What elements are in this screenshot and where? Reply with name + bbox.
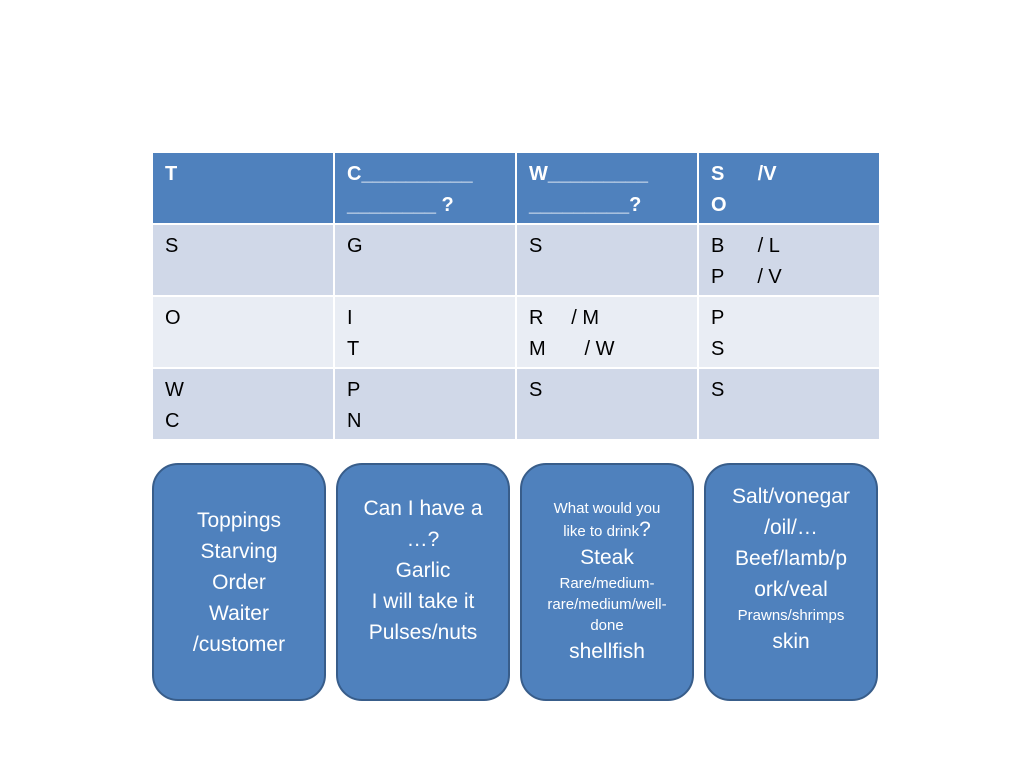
card-line: Garlic	[395, 559, 451, 582]
table-cell: W C	[152, 368, 334, 440]
card-line: …?	[406, 528, 440, 551]
card-line: What would you	[553, 499, 661, 517]
card-line: Prawns/shrimps	[737, 607, 845, 624]
header-cell-3: W_________ _________?	[516, 152, 698, 224]
question-mark: ?	[639, 517, 651, 541]
card-line: Steak	[580, 545, 634, 569]
table-cell: P S	[698, 296, 880, 368]
table-cell: R / M M / W	[516, 296, 698, 368]
card-line: Can I have a	[363, 497, 483, 520]
table-row	[152, 296, 880, 368]
table-cell: B / L P / V	[698, 224, 880, 296]
header-cell-1: T	[152, 152, 334, 224]
vocabulary-table	[151, 151, 881, 441]
table-cell: I T	[334, 296, 516, 368]
card-line: Order	[212, 570, 266, 594]
table-cell: S	[516, 224, 698, 296]
header-cell-4: S /V O	[698, 152, 880, 224]
card-line: Beef/lamb/p	[734, 547, 848, 570]
table-cell: S	[698, 368, 880, 440]
card-line: ork/veal	[754, 578, 828, 601]
card-line: shellfish	[569, 639, 645, 663]
table-row	[152, 224, 880, 296]
card-line: I will take it	[371, 590, 475, 613]
header-cell-2: C__________ ________ ?	[334, 152, 516, 224]
table-cell: O	[152, 296, 334, 368]
card-line	[563, 519, 651, 542]
drink-card	[520, 463, 694, 701]
table-cell: G	[334, 224, 516, 296]
card-line: /customer	[192, 632, 286, 656]
condiments-card	[704, 463, 878, 701]
table-cell: S	[516, 368, 698, 440]
card-line: Toppings	[196, 508, 282, 532]
card-line: done	[590, 616, 624, 634]
card-line: rare/medium/well-	[547, 595, 667, 613]
can-i-have-card	[336, 463, 510, 701]
table-header-row	[152, 152, 880, 224]
card-line: Starving	[200, 539, 278, 563]
table-cell: P N	[334, 368, 516, 440]
card-line: skin	[772, 630, 810, 653]
card-line: Waiter	[209, 601, 269, 625]
table-row	[152, 368, 880, 440]
toppings-card	[152, 463, 326, 701]
card-line: Pulses/nuts	[368, 621, 478, 644]
card-line: /oil/…	[764, 516, 818, 539]
card-line: Salt/vonegar	[732, 485, 850, 508]
card-line: Rare/medium-	[559, 574, 655, 592]
question-text: like to drink	[563, 522, 640, 540]
table-cell: S	[152, 224, 334, 296]
